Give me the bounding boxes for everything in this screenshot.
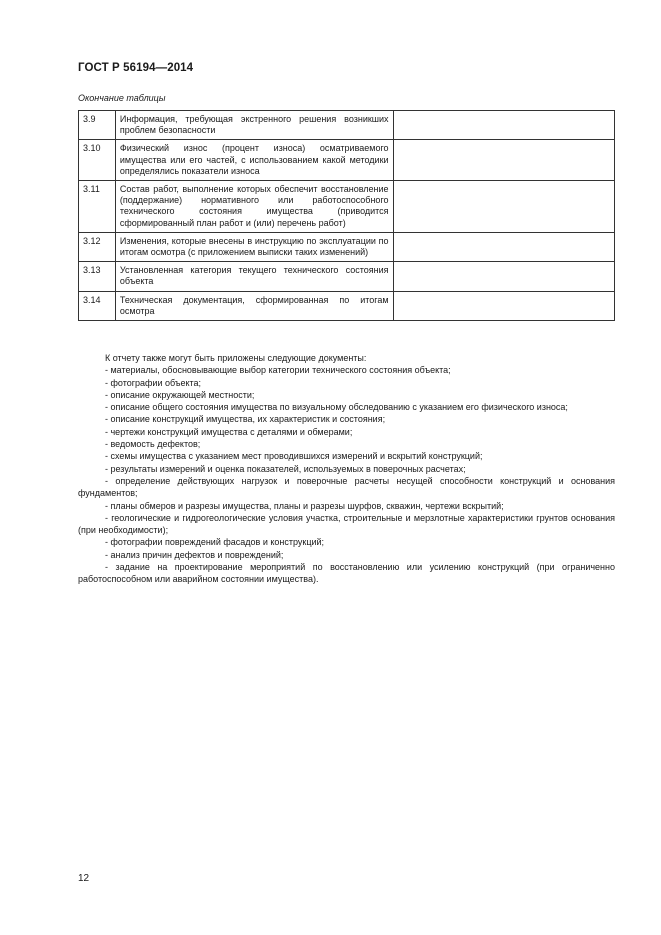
row-number: 3.14 bbox=[79, 291, 116, 320]
list-item: - чертежи конструкций имущества с деталями и обмерами; bbox=[105, 426, 353, 437]
attachments-list bbox=[78, 352, 615, 586]
table-row bbox=[79, 111, 615, 140]
standard-header: ГОСТ Р 56194—2014 bbox=[78, 62, 194, 74]
table-row bbox=[79, 262, 615, 291]
row-value-cell bbox=[393, 111, 614, 140]
table-row bbox=[79, 140, 615, 181]
row-text: Установленная категория текущего технического состояния объекта bbox=[115, 262, 393, 291]
row-number: 3.12 bbox=[79, 232, 116, 261]
row-text: Техническая документация, сформированная по итогам осмотра bbox=[115, 291, 393, 320]
row-value-cell bbox=[393, 232, 614, 261]
list-item: - результаты измерений и оценка показателей, используемых в поверочных расчетах; bbox=[105, 463, 466, 474]
table-row bbox=[79, 291, 615, 320]
table-caption: Окончание таблицы bbox=[78, 93, 166, 103]
row-number: 3.11 bbox=[79, 181, 116, 233]
list-item: - фотографии повреждений фасадов и конструкций; bbox=[105, 537, 325, 548]
page-number: 12 bbox=[78, 873, 90, 884]
row-value-cell bbox=[393, 291, 614, 320]
row-number: 3.13 bbox=[79, 262, 116, 291]
list-item: - описание общего состояния имущества по визуальному обследованию с указанием его физического износа; bbox=[105, 402, 568, 413]
list-item: - фотографии объекта; bbox=[105, 377, 202, 388]
row-value-cell bbox=[393, 181, 614, 233]
list-item: - описание окружающей местности; bbox=[105, 389, 255, 400]
list-item: - задание на проектирование мероприятий по восстановлению или усилению конструкций (при ограниченно работоспособном или аварийном состоянии имущества). bbox=[78, 562, 615, 585]
row-text: Изменения, которые внесены в инструкцию по эксплуатации по итогам осмотра (с приложением выписки таких изменений) bbox=[115, 232, 393, 261]
list-item: - геологические и гидрогеологические условия участка, строительные и мерзлотные характеристики грунтов основания (при необходимости); bbox=[78, 512, 615, 536]
list-item: - ведомость дефектов; bbox=[105, 439, 201, 450]
list-item: - анализ причин дефектов и повреждений; bbox=[105, 549, 284, 560]
list-item: - схемы имущества с указанием мест проводившихся измерений и вскрытий конструкций; bbox=[105, 451, 483, 462]
row-text: Информация, требующая экстренного решения возникших проблем безопасности bbox=[115, 111, 393, 140]
row-text: Физический износ (процент износа) осматриваемого имущества или его частей, с использованием какой методики определялись показатели износа bbox=[115, 140, 393, 181]
row-value-cell bbox=[393, 140, 614, 181]
list-item: - материалы, обосновывающие выбор категории технического состояния объекта; bbox=[105, 365, 451, 376]
row-number: 3.10 bbox=[79, 140, 116, 181]
list-item: - планы обмеров и разрезы имущества, планы и разрезы шурфов, скважин, чертежи вскрытий; bbox=[105, 500, 504, 511]
row-value-cell bbox=[393, 262, 614, 291]
table-row bbox=[79, 232, 615, 261]
list-intro: К отчету также могут быть приложены следующие документы: bbox=[105, 353, 367, 363]
list-item: - определение действующих нагрузок и поверочные расчеты несущей способности конструкций и основания фундаментов; bbox=[78, 475, 615, 499]
row-number: 3.9 bbox=[79, 111, 116, 140]
table-row bbox=[79, 181, 615, 233]
list-item: - описание конструкций имущества, их характеристик и состояния; bbox=[105, 414, 386, 425]
requirements-table bbox=[78, 110, 615, 321]
row-text: Состав работ, выполнение которых обеспечит восстановление (поддержание) нормативного или работоспособного технического состояния имущества (приводится сформированный план работ и (или) перечень работ) bbox=[115, 181, 393, 233]
